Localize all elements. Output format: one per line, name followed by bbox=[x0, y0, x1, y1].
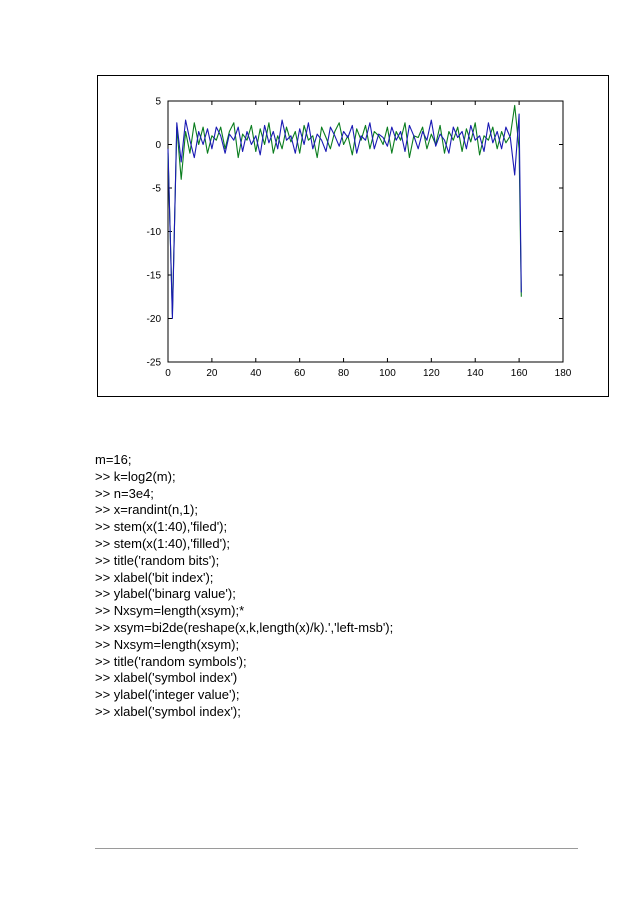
code-line: >> n=3e4; bbox=[95, 485, 154, 501]
code-line: >> stem(x(1:40),'filled'); bbox=[95, 535, 231, 551]
code-line: >> xlabel('symbol index') bbox=[95, 670, 238, 686]
figure-frame bbox=[97, 75, 609, 397]
y-tick-label: -25 bbox=[146, 357, 161, 369]
x-tick-label: 160 bbox=[510, 368, 528, 379]
code-line: >> stem(x(1:40),'filed'); bbox=[95, 519, 228, 535]
x-tick-label: 60 bbox=[294, 368, 306, 379]
x-tick-label: 120 bbox=[422, 368, 440, 379]
code-line: >> ylabel('integer value'); bbox=[95, 687, 240, 703]
x-tick-label: 100 bbox=[379, 368, 396, 379]
code-line: >> ylabel('binarg value'); bbox=[95, 586, 236, 602]
x-tick-label: 80 bbox=[337, 368, 350, 379]
y-tick-label: 5 bbox=[155, 96, 161, 108]
y-tick-label: -20 bbox=[146, 314, 161, 325]
x-tick-label: 40 bbox=[250, 368, 262, 379]
code-line: >> x=randint(n,1); bbox=[95, 502, 198, 518]
x-tick-label: 0 bbox=[165, 368, 171, 379]
matlab-command-listing bbox=[95, 452, 393, 721]
x-tick-label: 140 bbox=[466, 368, 484, 379]
code-line: >> xlabel('symbol index'); bbox=[95, 703, 241, 719]
x-tick-label: 20 bbox=[206, 368, 218, 379]
y-tick-label: -15 bbox=[146, 270, 161, 282]
code-line: >> Nxsym=length(xsym);* bbox=[95, 603, 245, 619]
code-line: >> xsym=bi2de(reshape(x,k,length(x)/k).','left-msb'); bbox=[95, 619, 394, 635]
y-tick-label: -5 bbox=[152, 183, 161, 195]
code-line: >> title('random symbols'); bbox=[95, 653, 247, 669]
code-line: >> k=log2(m); bbox=[95, 468, 176, 484]
y-tick-label: 0 bbox=[155, 140, 161, 151]
code-line: m=16; bbox=[95, 452, 132, 467]
code-line: >> xlabel('bit index'); bbox=[95, 569, 214, 585]
x-tick-label: 180 bbox=[554, 368, 572, 379]
code-line: >> Nxsym=length(xsym); bbox=[95, 636, 240, 652]
footer-divider bbox=[95, 848, 578, 849]
code-line: >> title('random bits'); bbox=[95, 552, 220, 568]
line-chart bbox=[98, 76, 610, 398]
y-tick-label: -10 bbox=[146, 227, 161, 238]
